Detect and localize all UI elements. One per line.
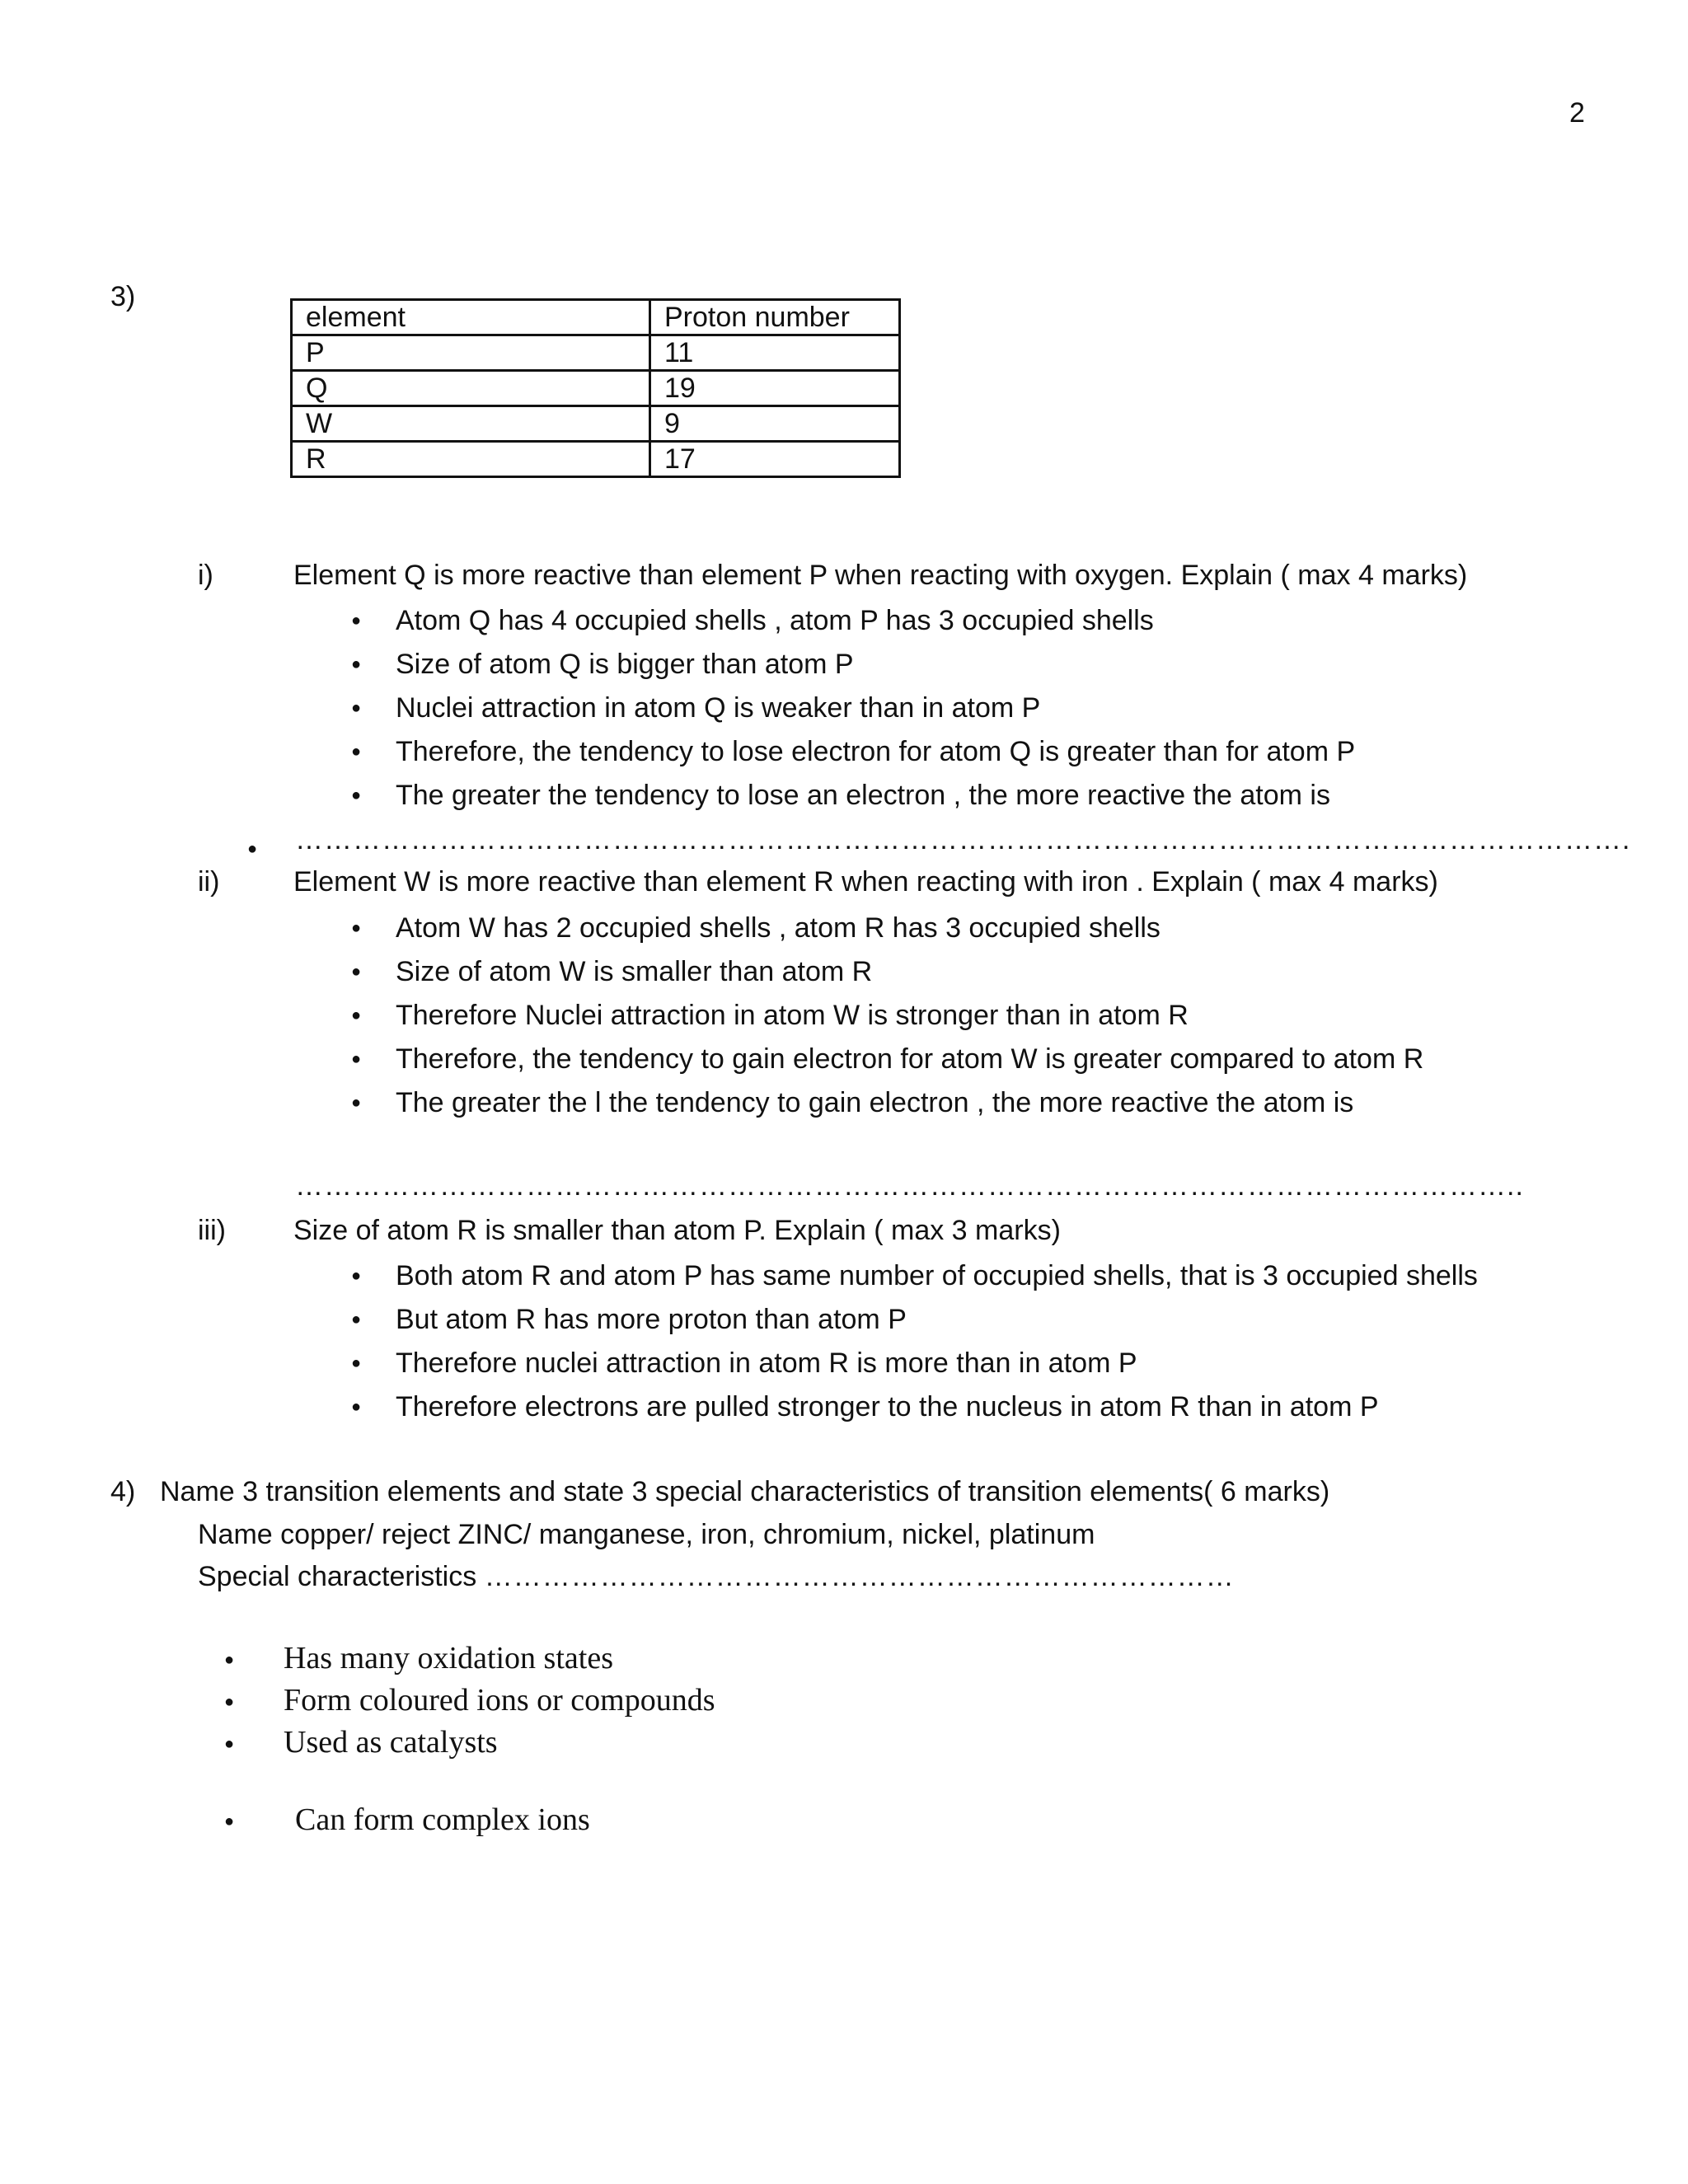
part-iii-label: iii) [198,1215,226,1246]
list-item: ● Form coloured ions or compounds [224,1682,715,1724]
page-number: 2 [1569,97,1585,129]
list-item: ● Nuclei attraction in atom Q is weaker than in atom P [290,691,1355,735]
part-ii-dotted-line: ……………………………………………………………………………………………………………….. [295,1170,1524,1202]
part-i-label: i) [198,560,213,591]
list-item: ● The greater the l the tendency to gain electron , the more reactive the atom is [290,1086,1423,1130]
table-cell: P [292,335,650,371]
table-row [292,442,900,477]
part-ii-label: ii) [198,866,220,898]
list-item: ● Size of atom W is smaller than atom R [290,955,1423,999]
list-item: ● The greater the tendency to lose an electron , the more reactive the atom is [290,779,1355,823]
special-characteristics-label: Special characteristics [198,1561,477,1592]
part-i-question: Element Q is more reactive than element P when reacting with oxygen. Explain ( max 4 marks) [293,560,1468,591]
table-row [292,335,900,371]
list-item: ● Therefore Nuclei attraction in atom W is stronger than in atom R [290,999,1423,1043]
table-cell: Q [292,371,650,406]
table-cell: R [292,442,650,477]
question-3-number: 3) [110,281,136,312]
q4-special-characteristics-line [198,1560,1235,1593]
table-cell: 9 [650,406,900,442]
q4-characteristics-list [224,1640,715,1844]
part-iii-question: Size of atom R is smaller than atom P. Explain ( max 3 marks) [293,1215,1061,1246]
list-item: ● Atom Q has 4 occupied shells , atom P has 3 occupied shells [290,604,1355,648]
table-header-cell: element [292,300,650,335]
list-item: ● Both atom R and atom P has same number of occupied shells, that is 3 occupied shells [290,1259,1478,1303]
element-proton-table [290,298,901,478]
list-item: ● But atom R has more proton than atom P [290,1303,1478,1347]
list-item: ● Has many oxidation states [224,1640,715,1682]
list-item: ● Atom W has 2 occupied shells , atom R has 3 occupied shells [290,912,1423,955]
question-4-number: 4) [110,1476,136,1507]
question-4-text: Name 3 transition elements and state 3 special characteristics of transition elements( 6 marks) [160,1476,1330,1507]
list-item: ● Used as catalysts [224,1724,715,1766]
part-i-answer-list [290,604,1355,823]
table-row [292,371,900,406]
list-item: ● Therefore, the tendency to lose electron for atom Q is greater than for atom P [290,735,1355,779]
list-item: ● Therefore, the tendency to gain electron for atom W is greater compared to atom R [290,1043,1423,1086]
table-header-row [292,300,900,335]
part-ii-answer-list [290,912,1423,1130]
special-characteristics-dotted-line: …………………………………………………………………… [484,1561,1235,1592]
stray-bullet-icon: ● [247,840,258,858]
list-item: ● Therefore nuclei attraction in atom R is more than in atom P [290,1347,1478,1390]
table-cell: W [292,406,650,442]
list-item: ● Size of atom Q is bigger than atom P [290,648,1355,691]
list-item: ● Can form complex ions [224,1802,715,1844]
list-item: ● Therefore electrons are pulled stronger to the nucleus in atom R than in atom P [290,1390,1478,1434]
table-cell: 19 [650,371,900,406]
table-cell: 11 [650,335,900,371]
part-iii-answer-list [290,1259,1478,1434]
table-header-cell: Proton number [650,300,900,335]
table-cell: 17 [650,442,900,477]
part-i-dotted-line: …………………………………………………………………………………………………………………………. [295,824,1631,855]
part-ii-question: Element W is more reactive than element R when reacting with iron . Explain ( max 4 marks) [293,866,1438,898]
q4-name-answer: Name copper/ reject ZINC/ manganese, iron, chromium, nickel, platinum [198,1519,1095,1550]
table-row [292,406,900,442]
